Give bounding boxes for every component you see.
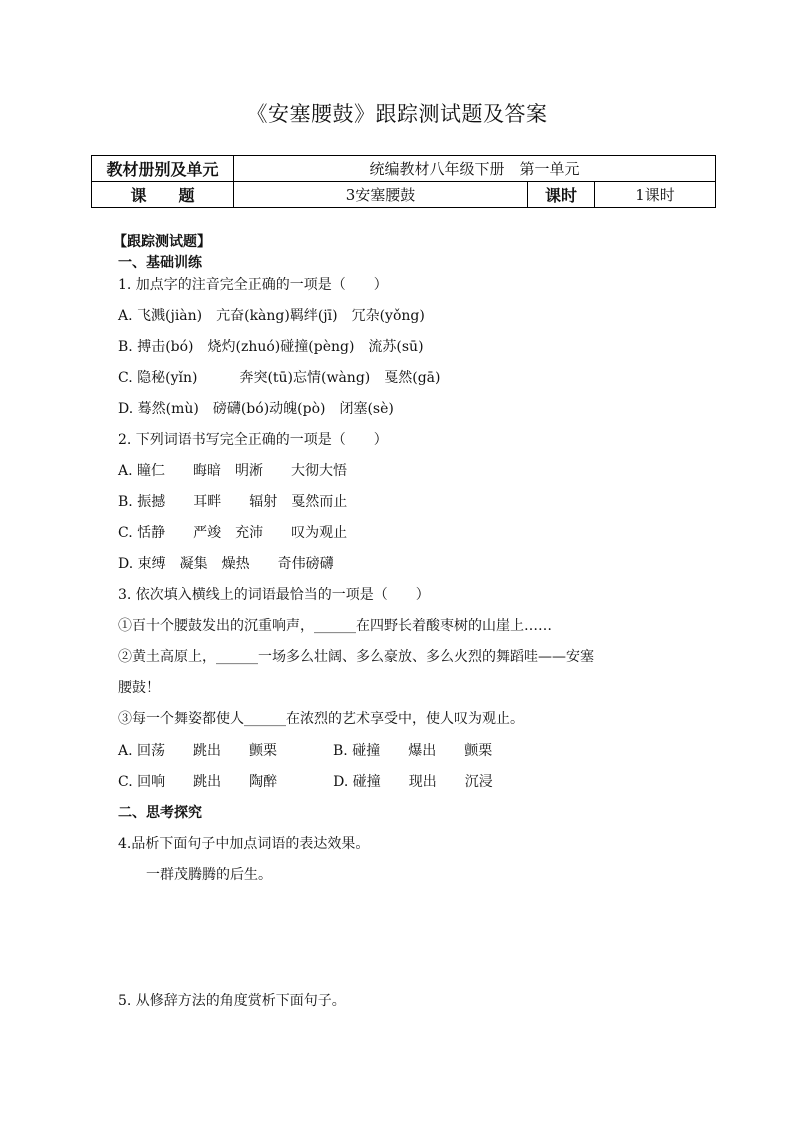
period-value: 1课时 [595, 182, 716, 208]
q3-sentence-2: ②黄土高原上，______一场多么壮阔、多么豪放、多么火烈的舞蹈哇——安塞 [118, 649, 594, 665]
q2-option-b: B. 振撼 耳畔 辐射 戛然而止 [118, 494, 348, 510]
page-title: 《安塞腰鼓》跟踪测试题及答案 [246, 102, 548, 126]
q2-option-c: C. 恬静 严竣 充沛 叹为观止 [118, 525, 348, 541]
q2-option-d: D. 束缚 凝集 燥热 奇伟磅礴 [118, 556, 334, 572]
q3-sentence-1: ①百十个腰鼓发出的沉重响声，______在四野长着酸枣树的山崖上…… [118, 618, 552, 634]
lesson-label: 课 题 [92, 182, 234, 208]
textbook-unit-label: 教材册别及单元 [92, 156, 234, 182]
table-row [92, 156, 716, 182]
q2-option-a: A. 瞳仁 晦暗 明淅 大彻大悟 [118, 463, 348, 479]
course-info-table [91, 155, 716, 208]
textbook-unit-value: 统编教材八年级下册 第一单元 [234, 156, 716, 182]
q1-stem: 1. 加点字的注音完全正确的一项是（ ） [118, 277, 388, 293]
q1-option-c: C. 隐秘(yǐn) 奔突(tū)忘情(wàng) 戛然(gā) [118, 370, 441, 386]
q3-stem: 3. 依次填入横线上的词语最恰当的一项是（ ） [118, 587, 430, 603]
q3-sentence-3: ③每一个舞姿都使人______在浓烈的艺术享受中，使人叹为观止。 [118, 711, 524, 727]
section-tag: 【跟踪测试题】 [113, 234, 211, 250]
q4-stem: 4.品析下面句子中加点词语的表达效果。 [118, 836, 370, 852]
period-label: 课时 [528, 182, 595, 208]
q3-sentence-2-cont: 腰鼓！ [118, 680, 160, 696]
q1-option-d: D. 蓦然(mù) 磅礴(bó)动魄(pò) 闭塞(sè) [118, 401, 394, 417]
q3-options-cd: C. 回响 跳出 陶醉 D. 碰撞 现出 沉浸 [118, 774, 493, 790]
part1-heading: 一、基础训练 [118, 255, 202, 271]
q1-option-a: A. 飞溅(jiàn) 亢奋(kàng)羁绊(jī) 冗杂(yǒng) [118, 308, 425, 324]
q4-sentence: 一群茂腾腾的后生。 [132, 867, 272, 883]
q3-options-ab: A. 回荡 跳出 颤栗 B. 碰撞 爆出 颤栗 [118, 743, 493, 759]
q1-option-b: B. 搏击(bó) 烧灼(zhuó)碰撞(pèng) 流苏(sū) [118, 339, 424, 355]
q5-stem: 5. 从修辞方法的角度赏析下面句子。 [118, 993, 346, 1009]
lesson-value: 3安塞腰鼓 [234, 182, 528, 208]
part2-heading: 二、思考探究 [118, 805, 202, 821]
table-row [92, 182, 716, 208]
q2-stem: 2. 下列词语书写完全正确的一项是（ ） [118, 432, 388, 448]
